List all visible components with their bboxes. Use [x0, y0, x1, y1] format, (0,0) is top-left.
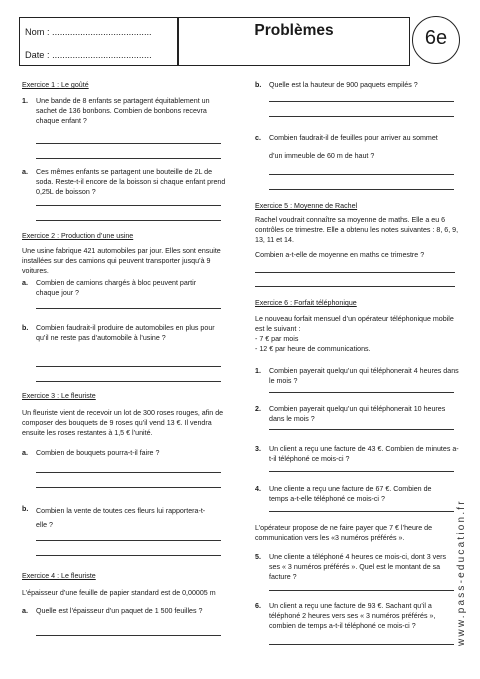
- exercise-1-heading: Exercice 1 : Le goûté: [22, 81, 89, 89]
- answer-line[interactable]: [36, 308, 221, 309]
- ex4-intro: L’épaisseur d’une feuille de papier standard est de 0,00005 m: [22, 589, 216, 597]
- answer-line[interactable]: [36, 143, 221, 144]
- ex6-q6-number: 6.: [255, 602, 261, 610]
- answer-line[interactable]: [269, 471, 454, 472]
- ex6-middle-text: L’opérateur propose de ne faire payer que 7 € l’heure de communication vers les «3 numéros préférés ».: [255, 524, 433, 542]
- ex6-q6-text: Un client a reçu une facture de 93 €. Sachant qu’il a téléphoné 2 heures vers ses « 3 numéros préférés », combien de temps a-t-il téléphoné ce mois-ci ?: [269, 602, 436, 630]
- answer-line[interactable]: [269, 116, 454, 117]
- ex3-intro: Un fleuriste vient de recevoir un lot de 300 roses rouges, afin de composer des bouquets de 9 roses qu’il vend 13 €. Il vendra ensuite les roses restantes à 1,5 € l’unité.: [22, 409, 224, 437]
- exercise-5-heading: Exercice 5 : Moyenne de Rachel: [255, 202, 358, 210]
- ex6-q1-text: Combien payerait quelqu’un qui téléphonerait 4 heures dans le mois ?: [269, 367, 459, 385]
- answer-line[interactable]: [269, 644, 454, 645]
- ex1-q1-text: Une bande de 8 enfants se partagent équitablement un sachet de 136 bonbons. Combien de bonbons recevra chaque enfant ?: [36, 97, 210, 125]
- answer-line[interactable]: [36, 472, 221, 473]
- answer-line[interactable]: [269, 101, 454, 102]
- answer-line[interactable]: [36, 555, 221, 556]
- exercise-4-heading: Exercice 4 : Le fleuriste: [22, 572, 96, 580]
- site-watermark: [448, 470, 472, 650]
- exercise-6-heading: Exercice 6 : Forfait téléphonique: [255, 299, 357, 307]
- answer-line[interactable]: [36, 205, 221, 206]
- ex5-intro: Rachel voudrait connaître sa moyenne de maths. Elle a eu 6 contrôles ce trimestre. Elle a obtenu les notes suivantes : 8, 6, 9, 13, 11 et 14.: [255, 216, 459, 244]
- ex4-qc-text-1: Combien faudrait-il de feuilles pour arriver au sommet: [269, 134, 438, 142]
- ex4-qb-text: Quelle est la hauteur de 900 paquets empilés ?: [269, 81, 418, 89]
- answer-line[interactable]: [269, 590, 454, 591]
- ex6-q3-text: Un client a reçu une facture de 43 €. Combien de minutes a-t-il téléphoné ce mois-ci ?: [269, 445, 459, 463]
- ex5-question: Combien a-t-elle de moyenne en maths ce trimestre ?: [255, 251, 425, 259]
- answer-line[interactable]: [269, 511, 454, 512]
- answer-line[interactable]: [36, 366, 221, 367]
- ex6-q4-text: Une cliente a reçu une facture de 67 €. Combien de temps a-t-elle téléphoné ce mois-ci ?: [269, 485, 432, 503]
- answer-line[interactable]: [269, 429, 454, 430]
- answer-line[interactable]: [36, 220, 221, 221]
- ex4-qc-letter: c.: [255, 134, 261, 142]
- nom-field[interactable]: Nom : .......................................: [25, 27, 152, 37]
- ex6-bullet-2: - 12 € par heure de communications.: [255, 345, 371, 353]
- ex6-bullet-1: - 7 € par mois: [255, 335, 299, 343]
- answer-line[interactable]: [36, 487, 221, 488]
- ex6-intro: Le nouveau forfait mensuel d’un opérateur téléphonique mobile est le suivant :: [255, 315, 454, 333]
- ex1-qa-letter: a.: [22, 168, 28, 176]
- ex3-qa-letter: a.: [22, 449, 28, 457]
- ex3-qb-text: Combien la vente de toutes ces fleurs lui rapportera-t-elle ?: [36, 507, 206, 529]
- answer-line[interactable]: [36, 635, 221, 636]
- ex6-q5-number: 5.: [255, 553, 261, 561]
- ex2-qb-text: Combien faudrait-il produire de automobiles en plus pour qu’il ne reste pas d’automobile à l’usine ?: [36, 324, 215, 342]
- ex6-q3-number: 3.: [255, 445, 261, 453]
- answer-line[interactable]: [255, 272, 455, 273]
- ex6-q5-text: Une cliente a téléphoné 4 heures ce mois-ci, dont 3 vers ses « 3 numéros préférés ». Quel est le montant de sa facture ?: [269, 553, 447, 581]
- ex4-qa-text: Quelle est l’épaisseur d’un paquet de 1 500 feuilles ?: [36, 607, 203, 615]
- exercise-3-heading: Exercice 3 : Le fleuriste: [22, 392, 96, 400]
- ex3-qa-text: Combien de bouquets pourra-t-il faire ?: [36, 449, 160, 457]
- answer-line[interactable]: [269, 174, 454, 175]
- ex1-qa-text: Ces mêmes enfants se partagent une bouteille de 2L de soda. Reste-t-il encore de la boisson si chaque enfant prend 0,25L de boisson ?: [36, 168, 226, 196]
- level-label: 6e: [424, 27, 448, 49]
- answer-line[interactable]: [255, 286, 455, 287]
- ex4-qb-letter: b.: [255, 81, 262, 89]
- answer-line[interactable]: [36, 158, 221, 159]
- answer-line[interactable]: [269, 189, 454, 190]
- ex2-qb-letter: b.: [22, 324, 29, 332]
- answer-line[interactable]: [36, 381, 221, 382]
- date-field[interactable]: Date : .......................................: [25, 50, 152, 60]
- ex6-q4-number: 4.: [255, 485, 261, 493]
- exercise-2-heading: Exercice 2 : Production d’une usine: [22, 232, 134, 240]
- ex6-q1-number: 1.: [255, 367, 261, 375]
- ex2-qa-text: Combien de camions chargés à bloc peuvent partir chaque jour ?: [36, 279, 197, 297]
- ex4-qa-letter: a.: [22, 607, 28, 615]
- ex2-qa-letter: a.: [22, 279, 28, 287]
- answer-line[interactable]: [269, 392, 454, 393]
- ex2-intro: Une usine fabrique 421 automobiles par jour. Elles sont ensuite installées sur des camions qui peuvent transporter jusqu’à 9 voitures.: [22, 247, 221, 275]
- ex6-q2-number: 2.: [255, 405, 261, 413]
- site-watermark-text: www.pass-education.fr: [456, 499, 467, 646]
- ex6-q2-text: Combien payerait quelqu’un qui téléphonerait 10 heures dans le mois ?: [269, 405, 446, 423]
- ex3-qb-letter: b.: [22, 505, 29, 513]
- answer-line[interactable]: [36, 540, 221, 541]
- ex1-q1-number: 1.: [22, 97, 28, 105]
- ex4-qc-text-2: d’un immeuble de 60 m de haut ?: [269, 152, 375, 160]
- page-title: Problèmes: [254, 22, 334, 39]
